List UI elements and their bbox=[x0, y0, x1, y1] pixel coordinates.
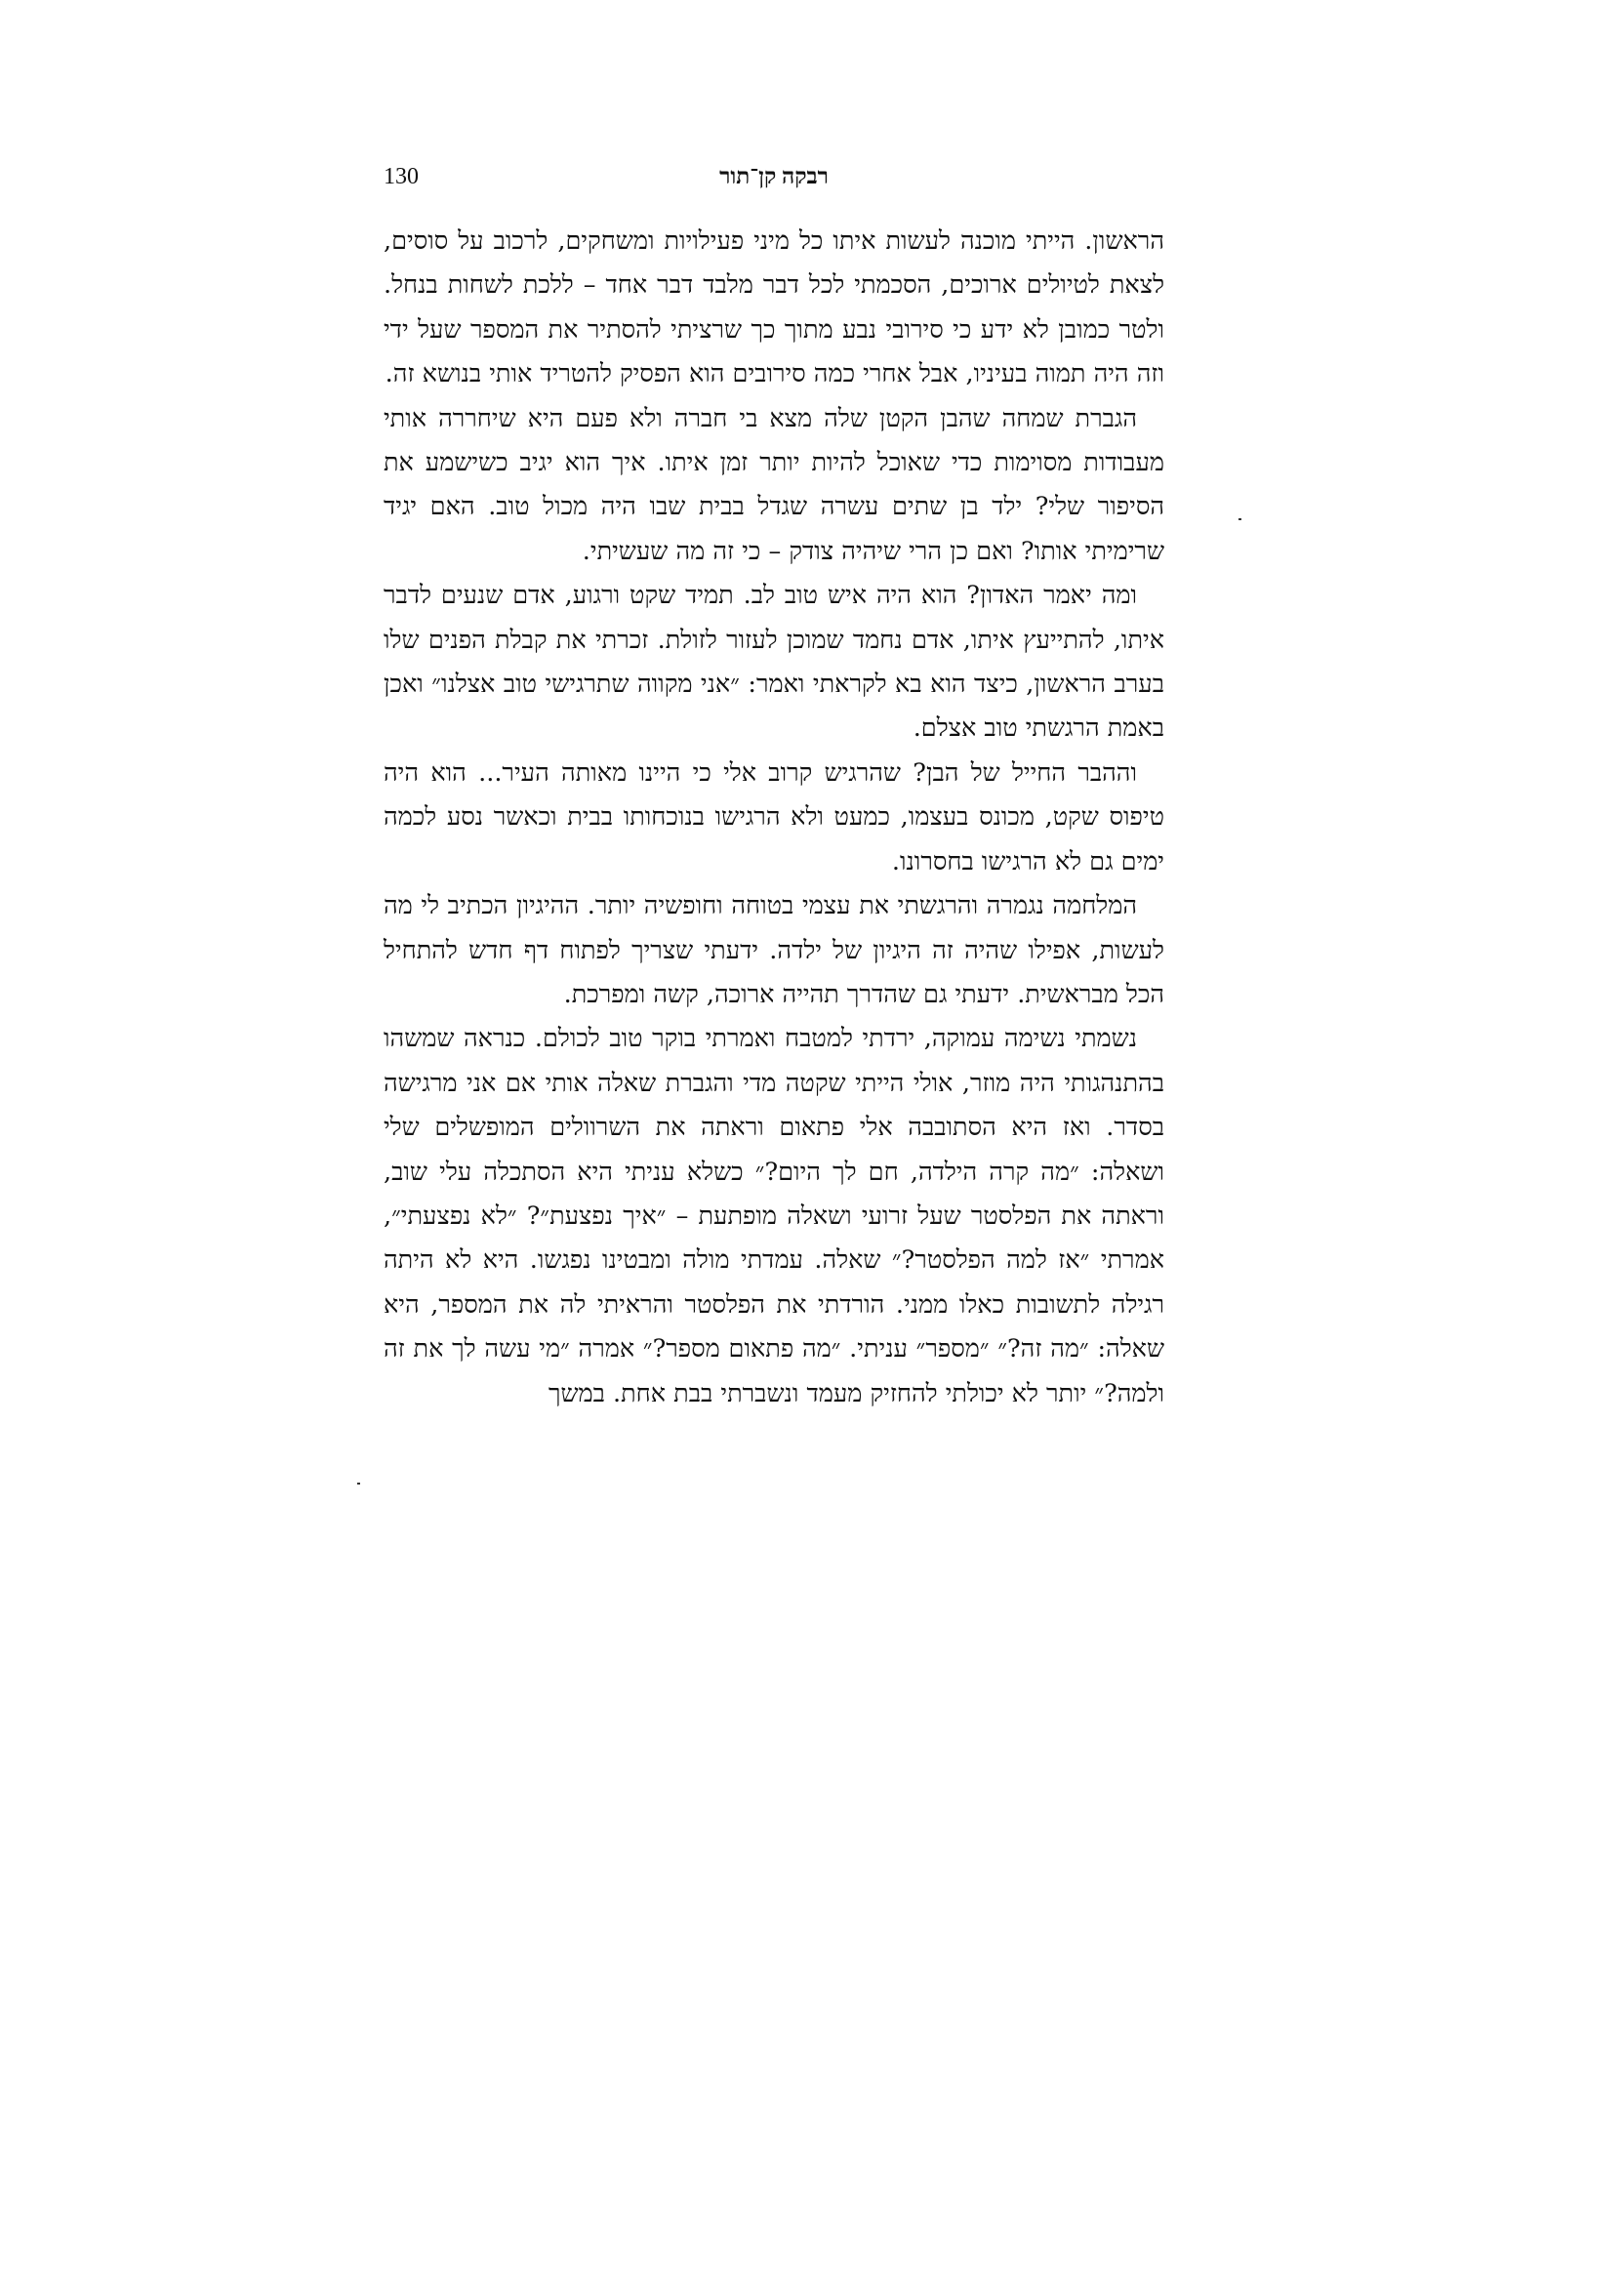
paragraph-3: ומה יאמר האדון? הוא היה איש טוב לב. תמיד שקט ורגוע, אדם שנעים לדבר איתו, להתייעץ איתו, אדם נחמד שמוכן לעזור לזולת. זכרתי את קבלת הפנים שלו בערב הראשון, כיצד הוא בא לקראתי ואמר: ״אני מקווה שתרגישי טוב אצלנו״ ואכן באמת הרגשתי טוב אצלם. bbox=[384, 581, 1164, 744]
scan-speck bbox=[1238, 518, 1241, 520]
body-text bbox=[384, 220, 1164, 1416]
paragraph-2: הגברת שמחה שהבן הקטן שלה מצא בי חברה ולא פעם היא שיחררה אותי מעבודות מסוימות כדי שאוכל להיות יותר זמן איתו. איך הוא יגיב כשישמע את הסיפור שלי? ילד בן שתים עשרה שגדל בבית שבו היה מכול טוב. האם יגיד שרימיתי אותו? ואם כן הרי שיהיה צודק – כי זה מה שעשיתי. bbox=[384, 403, 1164, 566]
running-head bbox=[384, 164, 1164, 203]
scan-speck bbox=[357, 1483, 360, 1485]
paragraph-6: נשמתי נשימה עמוקה, ירדתי למטבח ואמרתי בוקר טוב לכולם. כנראה שמשהו בהתנהגותי היה מוזר, אולי הייתי שקטה מדי והגברת שאלה אותי אם אני מרגישה בסדר. ואז היא הסתובבה אלי פתאום וראתה את השרוולים המופשלים שלי ושאלה: ״מה קרה הילדה, חם לך היום?״ כשלא עניתי היא הסתכלה עלי שוב, וראתה את הפלסטר שעל זרועי ושאלה מופתעת – ״איך נפצעת״? ״לא נפצעתי״, אמרתי ״אז למה הפלסטר?״ שאלה. עמדתי מולה ומבטינו נפגשו. היא לא היתה רגילה לתשובות כאלו ממני. הורדתי את הפלסטר והראיתי לה את המספר, היא שאלה: ״מה זה?״ ״מספר״ עניתי. ״מה פתאום מספר?״ אמרה ״מי עשה לך את זה ולמה?״ יותר לא יכולתי להחזיק מעמד ונשברתי בבת אחת. במשך bbox=[384, 1024, 1164, 1408]
running-head-author: רבקה קן־תור bbox=[719, 164, 829, 188]
page-number: 130 bbox=[384, 164, 419, 189]
paragraph-5: המלחמה נגמרה והרגשתי את עצמי בטוחה וחופשיה יותר. ההיגיון הכתיב לי מה לעשות, אפילו שהיה זה היגיון של ילדה. ידעתי שצריך לפתוח דף חדש להתחיל הכל מבראשית. ידעתי גם שהדרך תהייה ארוכה, קשה ומפרכת. bbox=[384, 891, 1164, 1009]
paragraph-1: הראשון. הייתי מוכנה לעשות איתו כל מיני פעילויות ומשחקים, לרכוב על סוסים, לצאת לטיולים ארוכים, הסכמתי לכל דבר מלבד דבר אחד – ללכת לשחות בנחל. ולטר כמובן לא ידע כי סירובי נבע מתוך כך שרציתי להסתיר את המספר שעל ידי וזה היה תמוה בעיניו, אבל אחרי כמה סירובים הוא הפסיק להטריד אותי בנושא זה. bbox=[384, 226, 1164, 389]
paragraph-4: וההבר החייל של הבן? שהרגיש קרוב אלי כי היינו מאותה העיר... הוא היה טיפוס שקט, מכונס בעצמו, כמעט ולא הרגישו בנוכחותו בבית וכאשר נסע לכמה ימים גם לא הרגישו בחסרונו. bbox=[384, 757, 1164, 876]
